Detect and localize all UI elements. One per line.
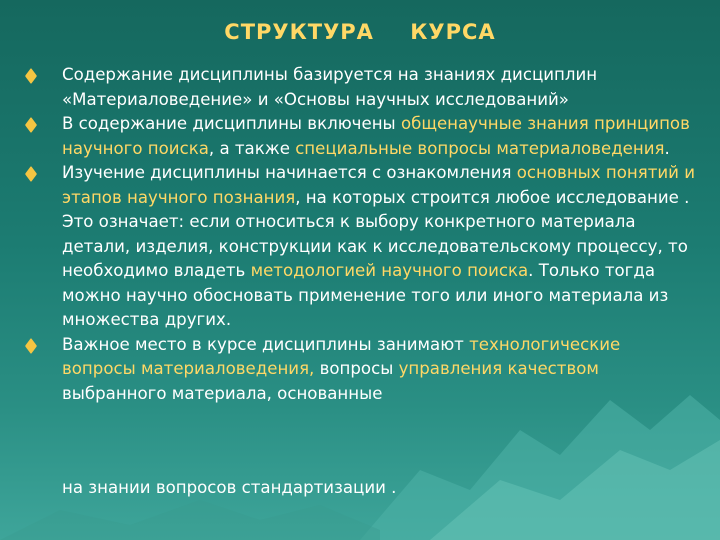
bullet-item <box>24 63 698 112</box>
body-text: Важное место в курсе дисциплины занимают <box>62 334 470 354</box>
body-text: вопросы <box>314 359 399 378</box>
highlighted-text: основных понятий и этапов научного познания <box>62 163 696 207</box>
title-word-2: КУРСА <box>410 20 496 44</box>
bullet-item <box>24 161 698 333</box>
diamond-bullet-icon <box>25 117 37 133</box>
diamond-bullet-icon <box>25 68 37 84</box>
diamond-bullet-icon <box>25 166 37 182</box>
highlighted-text: специальные вопросы материаловедения <box>295 138 665 158</box>
title-word-1: СТРУКТУРА <box>224 20 374 44</box>
body-text: . <box>664 138 670 158</box>
bullet-item <box>24 333 698 407</box>
bullet-item <box>24 112 698 161</box>
body-text: выбранного материала, основанные <box>62 383 383 403</box>
diamond-bullet-icon <box>25 337 37 353</box>
body-text: , на которых строится любое исследование . Это означает: если относиться к выбору конкретного материала детали, изделия, конструкции как к исследовательскому процессу, то необходимо владеть <box>62 187 690 280</box>
slide-title <box>0 20 720 44</box>
highlighted-text: методологией научного поиска <box>250 261 529 280</box>
continuation-text: на знании вопросов стандартизации . <box>62 478 397 497</box>
highlighted-text: управления качеством <box>398 359 599 378</box>
body-text: Содержание дисциплины базируется на знаниях дисциплин «Материаловедение» и «Основы научных исследований» <box>62 65 598 109</box>
highlighted-text: общенаучные знания принципов научного поиска <box>62 114 690 158</box>
body-text: , а также <box>208 138 296 158</box>
body-text: В содержание дисциплины включены <box>62 114 401 133</box>
body-text: Изучение дисциплины начинается с ознакомления <box>62 163 517 182</box>
bullet-list <box>24 63 698 406</box>
highlighted-text: технологические вопросы материаловедения, <box>62 334 621 378</box>
body-text: . Только тогда можно научно обосновать применение того или иного материала из множества других. <box>62 261 669 329</box>
